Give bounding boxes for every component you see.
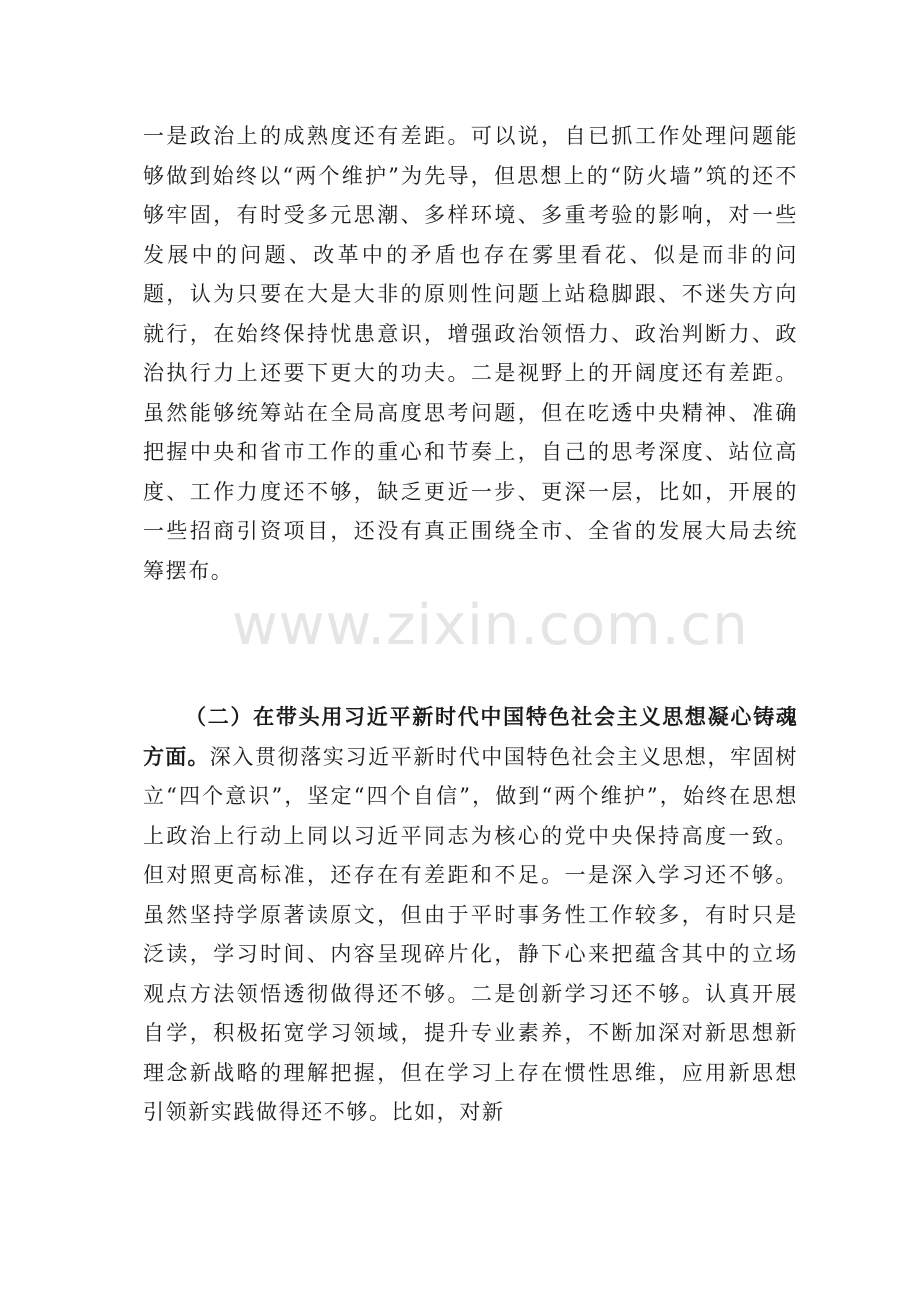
section-heading: （二）在带头用习近平新时代中国特色社会主义思想凝心铸魂方面。	[143, 705, 798, 769]
site-watermark: www.zixin.com.cn	[232, 593, 749, 658]
section-body: 深入贯彻落实习近平新时代中国特色社会主义思想，牢固树立“四个意识”，坚定“四个自信”，做到“两个维护”，始终在思想上政治上行动上同以习近平同志为核心的党中央保持高度一致。但对照更高标准，还存在有差距和不足。一是深入学习还不够。虽然坚持学原著读原文，但由于平时事务性工作较多，有时只是泛读，学习时间、内容呈现碎片化，静下心来把蕴含其中的立场观点方法领悟透彻做得还不够。二是创新学习还不够。认真开展自学，积极拓宽学习领域，提升专业素养，不断加深对新思想新理念新战略的理解把握，但在学习上存在惯性思维，应用新思想引领新实践做得还不够。比如，对新	[143, 744, 798, 1124]
paragraph-thought-study	[143, 698, 798, 1133]
paragraph-political-maturity: 一是政治上的成熟度还有差距。可以说，自已抓工作处理问题能够做到始终以“两个维护”为先导，但思想上的“防火墙”筑的还不够牢固，有时受多元思潮、多样环境、多重考验的影响，对一些发展中的问题、改革中的矛盾也存在雾里看花、似是而非的问题，认为只要在大是大非的原则性问题上站稳脚跟、不迷失方向就行，在始终保持忧患意识，增强政治领悟力、政治判断力、政治执行力上还要下更大的功夫。二是视野上的开阔度还有差距。虽然能够统筹站在全局高度思考问题，但在吃透中央精神、准确把握中央和省市工作的重心和节奏上，自己的思考深度、站位高度、工作力度还不够，缺乏更近一步、更深一层，比如，开展的一些招商引资项目，还没有真正围绕全市、全省的发展大局去统筹摆布。	[143, 124, 798, 583]
